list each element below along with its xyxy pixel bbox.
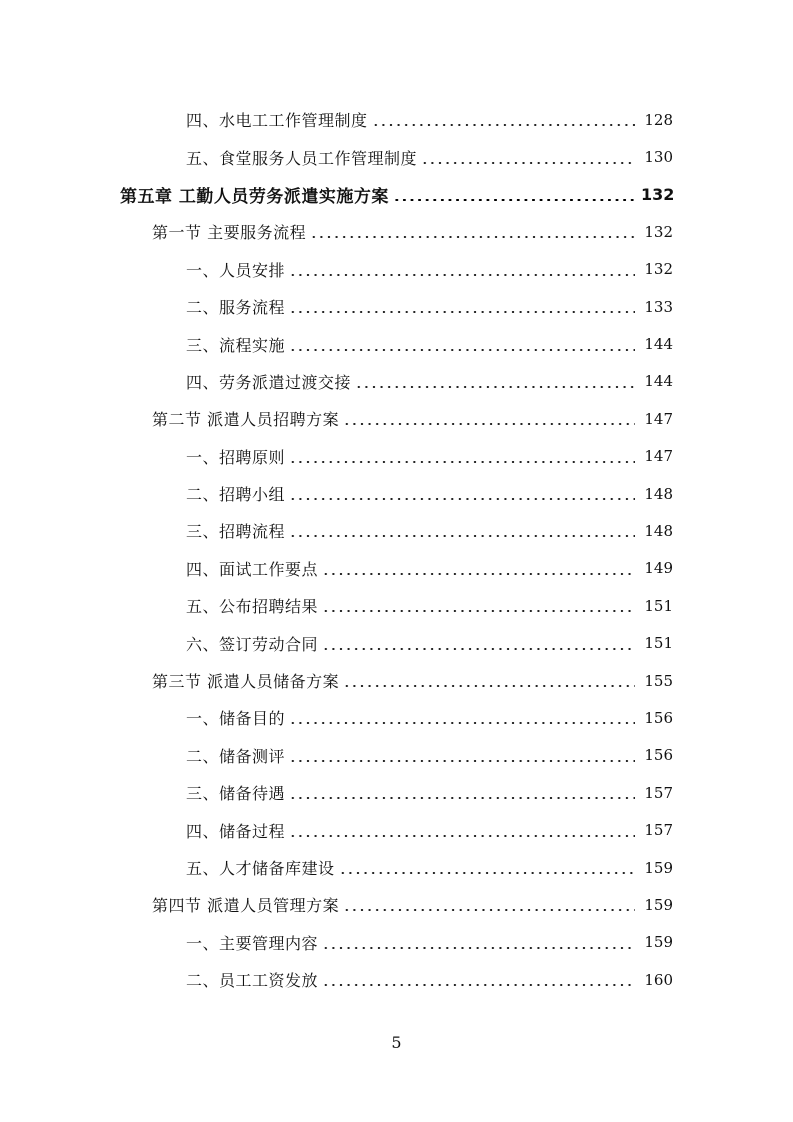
toc-entry[interactable] <box>0 101 793 138</box>
toc-entry-title: 二、服务流程 <box>186 298 286 318</box>
toc-entry[interactable] <box>0 961 793 998</box>
toc-entry-page: 147 <box>644 447 673 466</box>
toc-entry-page: 155 <box>644 671 673 690</box>
toc-entry-page: 130 <box>644 148 673 167</box>
toc-entry-page: 156 <box>644 746 673 765</box>
toc-entry-page: 132 <box>641 184 675 204</box>
toc-dot-leader <box>343 909 635 911</box>
toc-entry[interactable] <box>0 924 793 961</box>
toc-dot-leader <box>289 760 635 762</box>
toc-entry-title: 四、劳务派遣过渡交接 <box>186 372 352 392</box>
toc-entry-title: 二、员工工资发放 <box>186 971 319 991</box>
toc-dot-leader <box>289 835 635 837</box>
toc-entry[interactable] <box>0 176 793 213</box>
page-number: 5 <box>391 1033 402 1052</box>
toc-entry-title: 二、招聘小组 <box>186 485 286 505</box>
toc-dot-leader <box>322 610 635 612</box>
toc-entry-page: 157 <box>644 783 673 802</box>
toc-entry-page: 159 <box>644 895 673 914</box>
toc-entry-title: 四、水电工工作管理制度 <box>186 111 368 131</box>
toc-entry-title: 五、公布招聘结果 <box>186 597 319 617</box>
toc-entry-title: 第一节 主要服务流程 <box>152 223 307 243</box>
toc-dot-leader <box>322 947 635 949</box>
toc-dot-leader <box>372 124 635 126</box>
toc-dot-leader <box>343 423 635 425</box>
toc-entry[interactable] <box>0 849 793 886</box>
toc-entry-page: 132 <box>644 222 673 241</box>
toc-entry-page: 149 <box>644 559 673 578</box>
toc-dot-leader <box>289 722 635 724</box>
toc-entry[interactable] <box>0 138 793 175</box>
toc-entry[interactable] <box>0 288 793 325</box>
toc-dot-leader <box>355 386 635 388</box>
toc-entry-title: 第二节 派遣人员招聘方案 <box>152 410 340 430</box>
toc-entry-title: 第五章 工勤人员劳务派遣实施方案 <box>120 186 389 207</box>
toc-entry-page: 151 <box>644 596 673 615</box>
toc-entry-title: 五、人才储备库建设 <box>186 859 335 878</box>
toc-entry[interactable] <box>0 699 793 736</box>
toc-entry[interactable] <box>0 251 793 288</box>
toc-entry-page: 159 <box>644 858 673 877</box>
toc-entry-page: 147 <box>644 409 673 428</box>
toc-entry[interactable] <box>0 475 793 512</box>
toc-entry-page: 133 <box>644 297 673 316</box>
toc-entry[interactable] <box>0 662 793 699</box>
toc-entry-title: 一、招聘原则 <box>186 447 286 467</box>
toc-entry[interactable] <box>0 325 793 362</box>
toc-entry-page: 156 <box>644 708 673 727</box>
toc-entry-title: 二、储备测评 <box>186 746 286 766</box>
toc-entry[interactable] <box>0 587 793 624</box>
toc-entry-title: 三、储备待遇 <box>186 784 286 804</box>
toc-dot-leader <box>289 274 635 276</box>
toc-dot-leader <box>289 461 635 463</box>
toc-entry[interactable] <box>0 886 793 923</box>
table-of-contents <box>0 101 793 998</box>
toc-entry-title: 第四节 派遣人员管理方案 <box>152 896 340 916</box>
toc-entry-title: 一、主要管理内容 <box>186 933 319 953</box>
toc-dot-leader <box>393 199 635 201</box>
toc-entry-page: 144 <box>644 372 673 391</box>
toc-entry[interactable] <box>0 737 793 774</box>
toc-entry-page: 160 <box>644 970 673 989</box>
toc-entry-title: 五、食堂服务人员工作管理制度 <box>186 148 418 168</box>
toc-entry[interactable] <box>0 624 793 661</box>
toc-entry-title: 一、人员安排 <box>186 260 286 280</box>
toc-entry[interactable] <box>0 512 793 549</box>
toc-entry-title: 三、招聘流程 <box>186 522 286 542</box>
toc-entry-page: 148 <box>644 521 673 540</box>
toc-entry[interactable] <box>0 811 793 848</box>
toc-dot-leader <box>322 648 635 650</box>
toc-entry-title: 六、签订劳动合同 <box>186 634 319 654</box>
toc-entry-page: 148 <box>644 484 673 503</box>
toc-entry-page: 132 <box>644 260 673 279</box>
toc-dot-leader <box>343 685 635 687</box>
toc-dot-leader <box>322 573 635 575</box>
toc-entry[interactable] <box>0 438 793 475</box>
toc-dot-leader <box>289 349 635 351</box>
toc-entry-title: 四、储备过程 <box>186 821 286 841</box>
toc-dot-leader <box>289 498 635 500</box>
toc-entry[interactable] <box>0 363 793 400</box>
toc-entry-title: 第三节 派遣人员储备方案 <box>152 672 340 692</box>
toc-dot-leader <box>310 236 635 238</box>
toc-entry-page: 151 <box>644 634 673 653</box>
toc-entry[interactable] <box>0 213 793 250</box>
toc-dot-leader <box>421 162 635 164</box>
toc-entry[interactable] <box>0 774 793 811</box>
toc-entry-page: 157 <box>644 821 673 840</box>
toc-entry[interactable] <box>0 550 793 587</box>
toc-dot-leader <box>289 797 635 799</box>
toc-entry-page: 144 <box>644 335 673 354</box>
toc-dot-leader <box>289 535 635 537</box>
toc-entry-title: 一、储备目的 <box>186 709 286 729</box>
toc-entry-page: 128 <box>644 110 673 129</box>
toc-dot-leader <box>289 311 635 313</box>
toc-dot-leader <box>339 872 635 874</box>
toc-entry-title: 三、流程实施 <box>186 335 286 355</box>
toc-entry-page: 159 <box>644 933 673 952</box>
toc-entry-title: 四、面试工作要点 <box>186 559 319 579</box>
toc-dot-leader <box>322 984 635 986</box>
toc-entry[interactable] <box>0 400 793 437</box>
